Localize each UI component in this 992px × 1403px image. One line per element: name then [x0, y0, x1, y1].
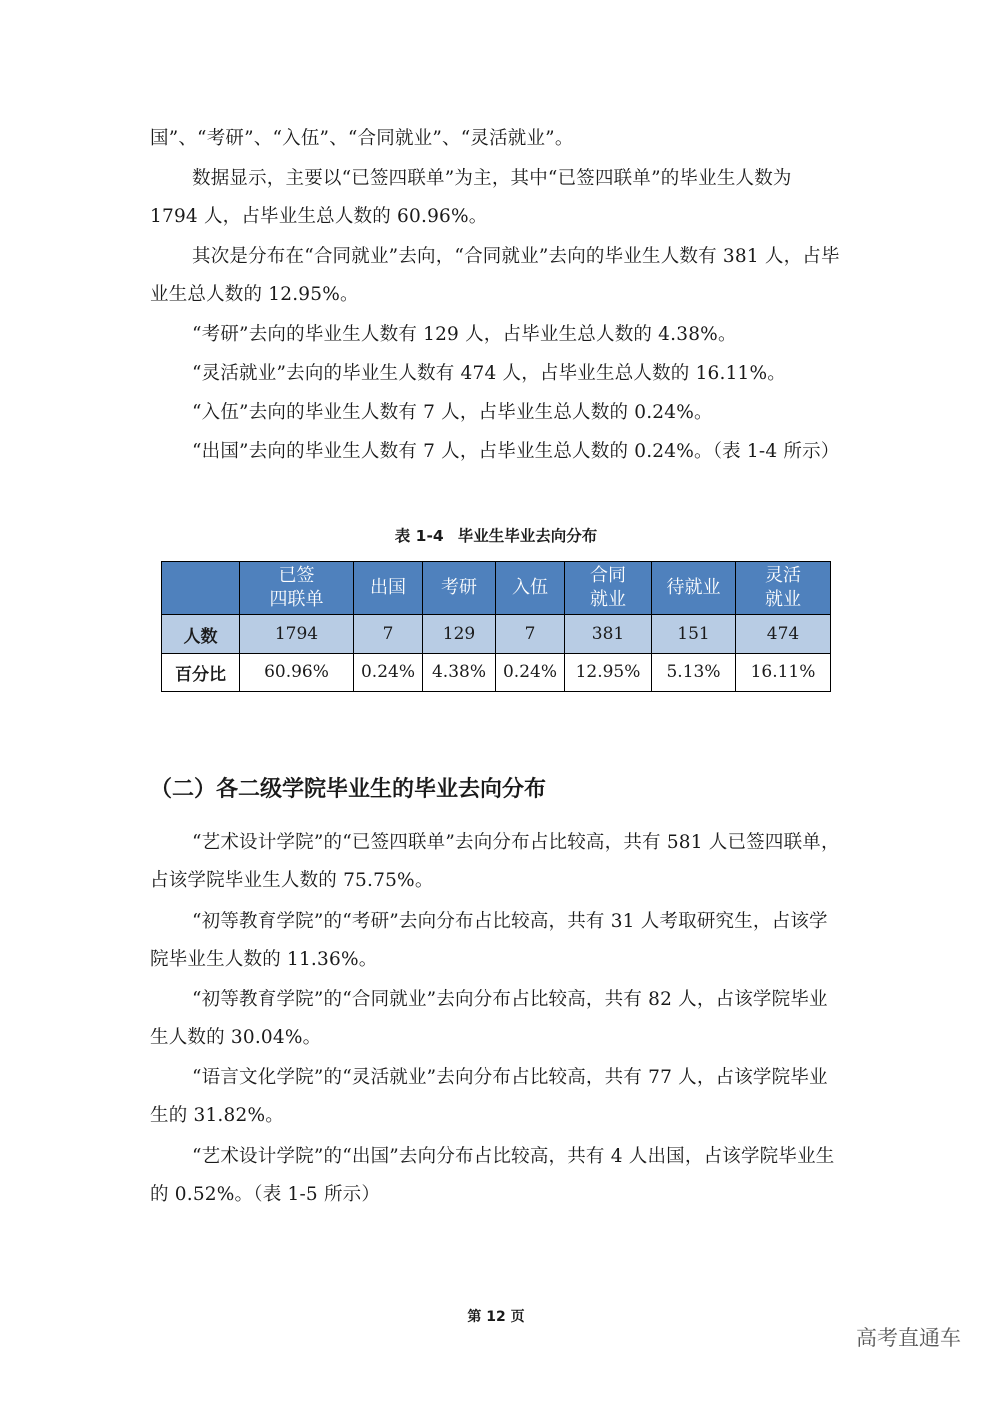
table-cell: 60.96% — [240, 653, 354, 691]
table-header-row — [162, 562, 831, 615]
table-row-count — [162, 615, 831, 653]
watermark-text: 高考直通车 — [856, 1326, 961, 1350]
paragraph-flexible-employment: “灵活就业”去向的毕业生人数有 474 人，占毕业生总人数的 16.11%。 — [192, 363, 787, 384]
paragraph-enlistment: “入伍”去向的毕业生人数有 7 人，占毕业生总人数的 0.24%。 — [192, 402, 713, 423]
table-caption-label: 表 1-4 — [394, 527, 444, 545]
table-cell: 7 — [496, 615, 565, 653]
table-cell: 0.24% — [496, 653, 565, 691]
table-cell: 0.24% — [354, 653, 423, 691]
page-number: 第 12 页 — [467, 1309, 525, 1325]
header-awaiting-employment: 待就业 — [652, 562, 736, 615]
paragraph-abroad: “出国”去向的毕业生人数有 7 人，占毕业生总人数的 0.24%。（表 1-4 所示） — [192, 441, 840, 462]
table-cell: 129 — [423, 615, 496, 653]
paragraph-art-design-signed: “艺术设计学院”的“已签四联单”去向分布占比较高，共有 581 人已签四联单，占该学院毕业生人数的 75.75%。 — [150, 832, 840, 891]
paragraph-postgraduate: “考研”去向的毕业生人数有 129 人，占毕业生总人数的 4.38%。 — [192, 324, 737, 345]
table-corner-cell — [162, 562, 240, 615]
table-row-percentage — [162, 653, 831, 691]
header-signed-contract: 已签 四联单 — [240, 562, 354, 615]
header-enlistment: 入伍 — [496, 562, 565, 615]
table-caption — [0, 524, 992, 546]
table-cell: 381 — [565, 615, 652, 653]
table-cell: 12.95% — [565, 653, 652, 691]
table-caption-title: 毕业生毕业去向分布 — [457, 527, 598, 545]
table-cell: 7 — [354, 615, 423, 653]
paragraph-art-design-abroad: “艺术设计学院”的“出国”去向分布占比较高，共有 4 人出国，占该学院毕业生的 0.52%。（表 1-5 所示） — [150, 1146, 835, 1205]
table-cell: 5.13% — [652, 653, 736, 691]
paragraph-intro-tail: 国”、“考研”、“入伍”、“合同就业”、“灵活就业”。 — [150, 128, 574, 149]
table-cell: 16.11% — [736, 653, 831, 691]
graduate-destination-table — [161, 561, 831, 692]
row-label-percentage: 百分比 — [162, 653, 240, 691]
header-flexible-employment: 灵活 就业 — [736, 562, 831, 615]
paragraph-signed-contracts: 数据显示，主要以“已签四联单”为主，其中“已签四联单”的毕业生人数为 1794 人，占毕业生总人数的 60.96%。 — [150, 168, 792, 227]
section-heading: （二）各二级学院毕业生的毕业去向分布 — [150, 777, 547, 802]
header-abroad: 出国 — [354, 562, 423, 615]
header-postgraduate: 考研 — [423, 562, 496, 615]
header-contract-employment: 合同 就业 — [565, 562, 652, 615]
paragraph-primary-edu-postgrad: “初等教育学院”的“考研”去向分布占比较高，共有 31 人考取研究生，占该学院毕业生人数的 11.36%。 — [150, 911, 828, 970]
paragraph-primary-edu-contract: “初等教育学院”的“合同就业”去向分布占比较高，共有 82 人，占该学院毕业生人数的 30.04%。 — [150, 989, 828, 1048]
paragraph-language-culture-flexible: “语言文化学院”的“灵活就业”去向分布占比较高，共有 77 人，占该学院毕业生的 31.82%。 — [150, 1067, 828, 1126]
row-label-count: 人数 — [162, 615, 240, 653]
table-cell: 4.38% — [423, 653, 496, 691]
paragraph-contract-employment: 其次是分布在“合同就业”去向，“合同就业”去向的毕业生人数有 381 人，占毕业生总人数的 12.95%。 — [150, 246, 840, 305]
table-cell: 1794 — [240, 615, 354, 653]
table-cell: 151 — [652, 615, 736, 653]
table-cell: 474 — [736, 615, 831, 653]
